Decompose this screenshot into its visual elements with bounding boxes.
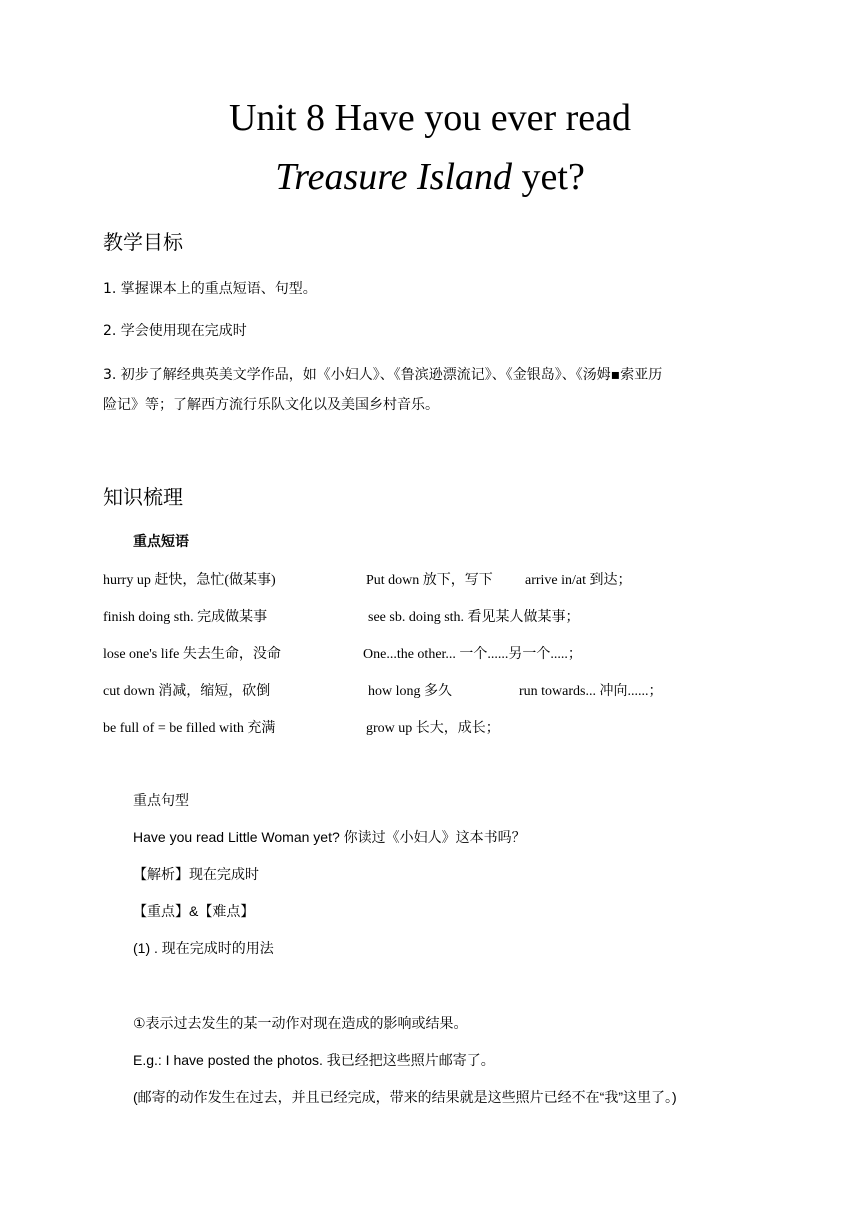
- sentence-line: 【解析】现在完成时: [133, 866, 259, 882]
- phrase: Put down 放下，写下: [366, 573, 493, 588]
- phrase: see sb. doing sth. 看见某人做某事；: [368, 610, 580, 625]
- title-line-2: [0, 155, 860, 199]
- objectives-heading: 教学目标: [103, 230, 183, 254]
- phrase: cut down 消减，缩短，砍倒: [103, 684, 271, 699]
- phrase: hurry up 赶快，急忙(做某事): [103, 573, 276, 588]
- sentence-line: Have you read Little Woman yet? 你读过《小妇人》这本书吗？: [133, 829, 526, 845]
- sentence-line: E.g.: I have posted the photos. 我已经把这些照片邮寄了。: [133, 1052, 495, 1068]
- phrase: One...the other... 一个......另一个.....；: [363, 647, 582, 662]
- phrases-heading: 重点短语: [133, 534, 189, 550]
- objective-item: 3. 初步了解经典英美文学作品，如《小妇人》、《鲁滨逊漂流记》、《金银岛》、《汤姆▪索亚历: [103, 367, 663, 383]
- title-line-1: Unit 8 Have you ever read: [228, 97, 631, 139]
- phrase: grow up 长大，成长；: [366, 721, 500, 736]
- phrase: run towards... 冲向......；: [519, 684, 663, 699]
- phrase: how long 多久: [368, 684, 452, 699]
- sentence-line: (邮寄的动作发生在过去，并且已经完成，带来的结果就是这些照片已经不在“我”这里了。): [133, 1089, 677, 1105]
- book-title: Treasure Island: [275, 156, 513, 198]
- sentence-line: (1) . 现在完成时的用法: [133, 940, 274, 956]
- sentence-line: 【重点】&【难点】: [133, 903, 255, 919]
- objective-item: 2. 学会使用现在完成时: [103, 323, 247, 339]
- knowledge-heading: 知识梳理: [103, 485, 183, 509]
- phrase: finish doing sth. 完成做某事: [103, 610, 268, 625]
- phrase: arrive in/at 到达；: [525, 573, 632, 588]
- objective-item-continued: 险记》等；了解西方流行乐队文化以及美国乡村音乐。: [103, 397, 439, 413]
- phrase: be full of = be filled with 充满: [103, 721, 276, 736]
- title-line-2-rest: yet?: [512, 156, 585, 198]
- objective-item: 1. 掌握课本上的重点短语、句型。: [103, 281, 317, 297]
- phrase: lose one's life 失去生命，没命: [103, 647, 281, 662]
- sentences-heading: 重点句型: [133, 793, 189, 809]
- sentence-line: ①表示过去发生的某一动作对现在造成的影响或结果。: [133, 1015, 468, 1031]
